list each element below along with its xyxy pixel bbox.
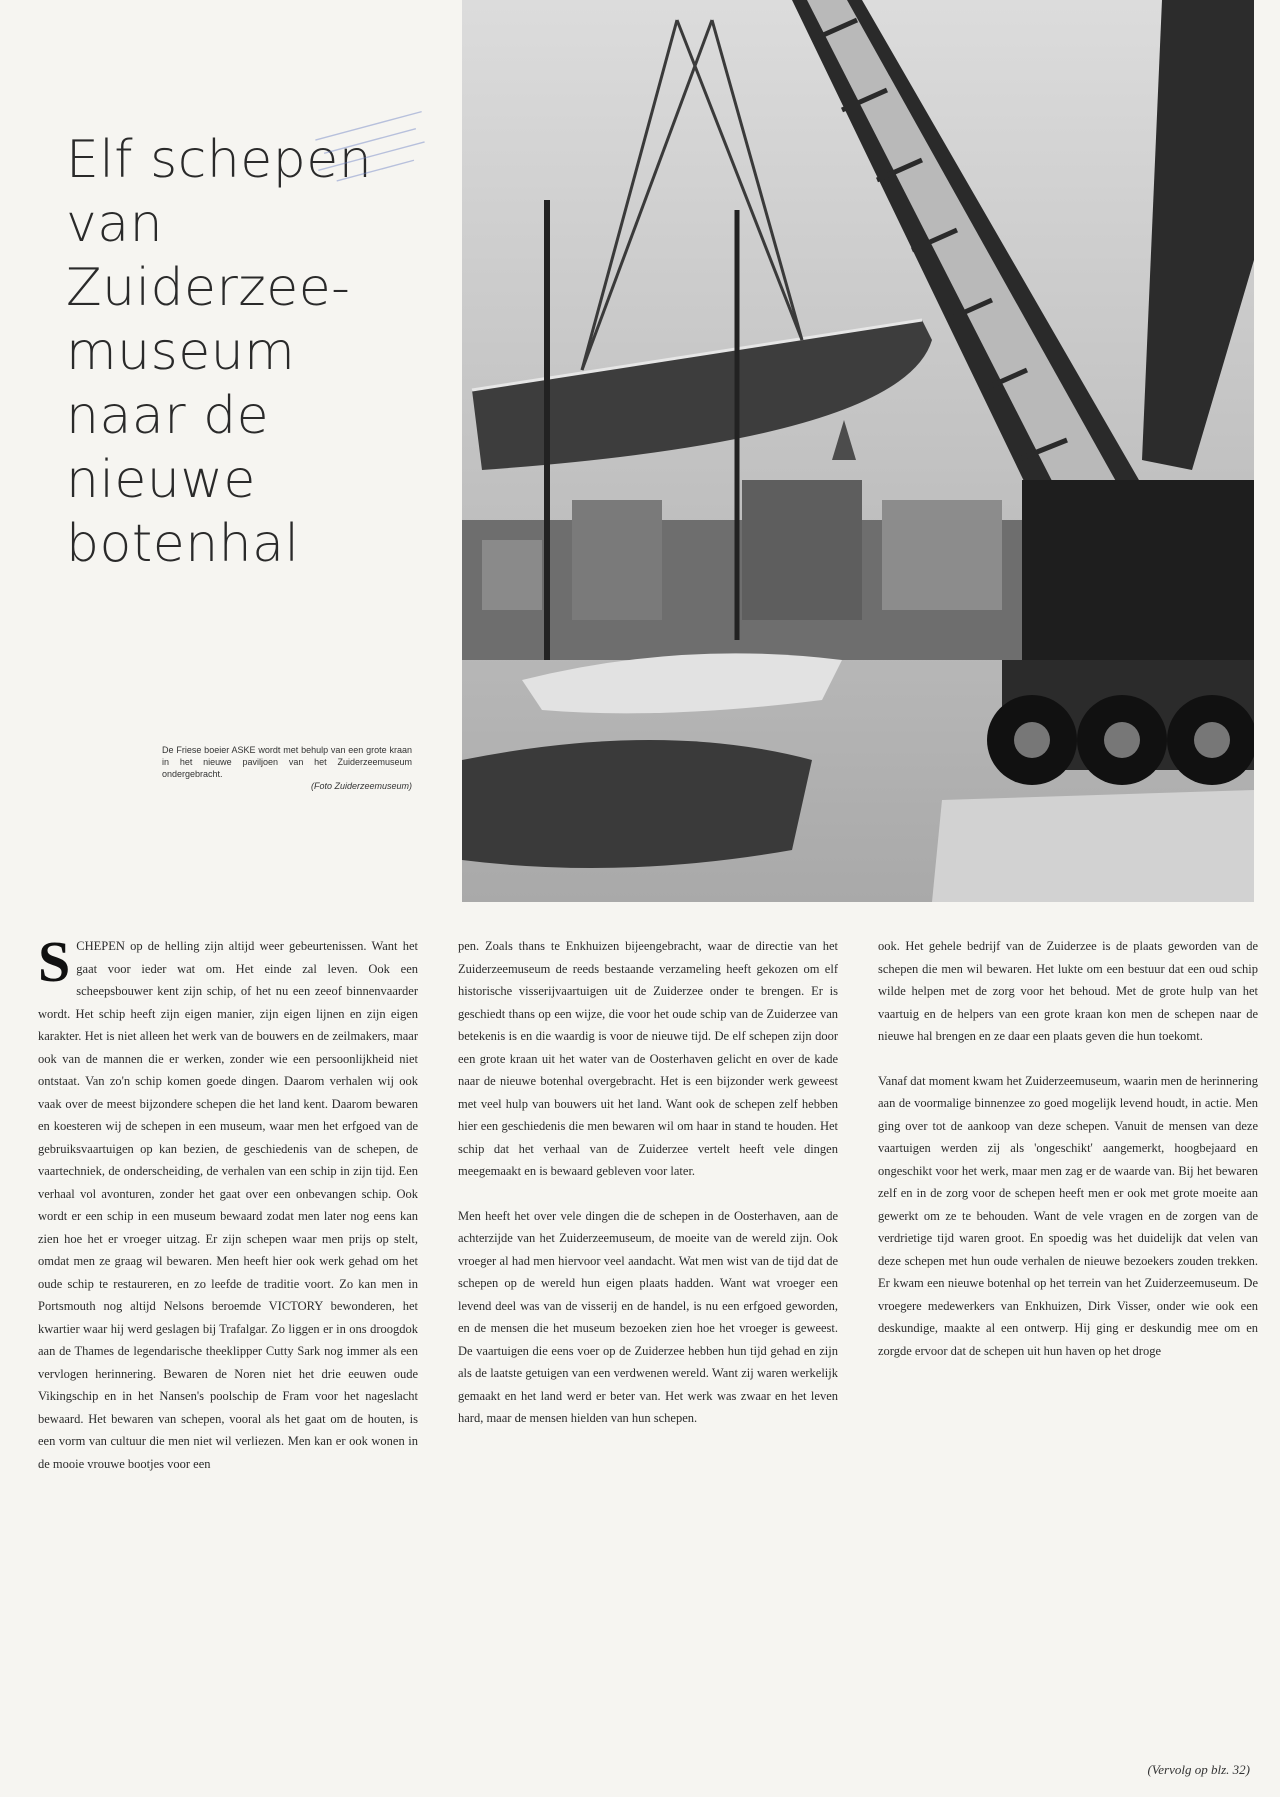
body-column-3 [878,935,1258,1735]
headline-line: botenhal [66,514,300,574]
headline-line: van [66,194,164,254]
paragraph: Men heeft het over vele dingen die de schepen in de Oosterhaven, aan de achterzijde van het Zuiderzeemuseum, de moeite van de wereld zijn. Ook vroeger al had men hiervoor veel aandacht. Wat men wist van de tijd dat de schepen op de wereld hun eigen plaats hadden. Want wat vroeger een levend deel was van de visserij en de handel, is nu een erfgoed geworden, en de mensen die het museum bezoeken zien hoe het vroeger is geweest. De vaartuigen die eens voer op de Zuiderzee hebben hun tijd gehad en zijn als de laatste getuigen van een verdwenen wereld. Want zij waren werkelijk gemaakt en het land werd er beter van. Het werk was zwaar en het leven hard, maar de mensen hielden van hun schepen. [458,1208,838,1425]
headline-line: Zuiderzee- [66,258,351,318]
drop-cap: S [38,935,71,994]
paragraph: Vanaf dat moment kwam het Zuiderzeemuseum, waarin men de herinnering aan de voormalige binnenzee zo goed mogelijk levend houdt, in actie. Men ging over tot de aankoop van deze schepen. Vanuit de mensen van deze vaartuigen werden zij als 'ongeschikt' aangemerkt, hoogbejaard en ongeschikt voor het werk, maar men zag er de waarde van. Bij het bewaren zelf en in de zorg voor de schepen heeft men er ook met grote moeite aan gewerkt om ze te behouden. Want de vele vragen en de zorgen van de verdrietige tijd waren groot. En spoedig was het duidelijk dat velen van deze schepen met hun oude verhalen de nieuwe bezoekers zouden trekken. Er kwam een nieuwe botenhal op het terrein van het Zuiderzeemuseum. De vroegere medewerkers van Enkhuizen, Dirk Visser, onder wie ook een deskundige, maakte al een ontwerp. Hij ging er deskundig mee om en zorgde ervoor dat de schepen uit hun haven op het droge [878,1073,1258,1358]
headline-line: nieuwe [66,450,256,510]
photo-illustration [462,0,1254,902]
paragraph: pen. Zoals thans te Enkhuizen bijeengebracht, waar de directie van het Zuiderzeemuseum de reeds bestaande verzameling heeft gekozen om elf historische visserijvaartuigen uit de Zuiderzee onder te brengen. Er is geschiedt thans op een wijze, die voor het oude schip van de Zuiderzee van betekenis is en die waardig is voor de nieuwe tijd. De elf schepen zijn door een grote kraan uit het water van de Oosterhaven gelicht en over de kade naar de nieuwe botenhal overgebracht. Het is een bijzonder werk geweest met veel hulp van bouwers uit het land. Want ook de schepen zelf hebben hier een geschiedenis die men bewaren wil om haar in stand te houden. Het schip dat het verhaal van de Zuiderzee vertelt heeft vele dingen meegemaakt en is bewaard gebleven voor later. [458,939,838,1178]
caption-text: De Friese boeier ASKE wordt met behulp van een grote kraan in het nieuwe paviljoen van het Zuiderzeemuseum ondergebracht. [162,745,412,779]
body-column-2 [458,935,838,1735]
photo-credit: (Foto Zuiderzeemuseum) [310,781,412,791]
continued-note: (Vervolg op blz. 32) [1147,1762,1250,1777]
paragraph-text: CHEPEN op de helling zijn altijd weer gebeurtenissen. Want het gaat voor ieder wat om. Het einde zal leven. Ook een scheepsbouwer kent zijn schip, of het nu een zeeof binnenvaarder wordt. Het schip heeft zijn eigen manier, zijn eigen lijnen en zijn eigen karakter. Het is niet alleen het werk van de bouwers en de zeilmakers, maar ook van de mannen die er werken, zonder wie een persoonlijkheid niet ontstaat. Van zo'n schip komen goede dingen. Daarom verhalen wij ook vaak over de meest bijzondere schepen die het land kent. Daarom bewaren en koesteren wij de schepen in een museum, waar men het erfgoed van de gebruiksvaartuigen op kan bezien, de geschiedenis van de schepen, de vaartechniek, de onderscheiding, de verhalen van een schip in zijn tijd. Een verhaal vol avonturen, zonder het gaat over een onbevangen schip. Ook wordt er een schip in een museum bewaard zodat men later nog eens kan zien hoe het er vroeger uitzag. Er zijn schepen waar men prijs op stelt, omdat men ze graag wil bewaren. Men heeft hier ook werk gehad om het oude schip te restaureren, en zo leefde de traditie voort. Zo kan men in Portsmouth nog altijd Nelsons beroemde VICTORY bewonderen, het kwartier waar hij werd geslagen bij Trafalgar. Zo liggen er in ons droogdok aan de Thames de legendarische theeklipper Cutty Sark nog immer als een vervlogen herinnering. Bewaren de Noren niet het drie eeuwen oude Vikingschip en in het Nansen's poolschip de Fram voor het nageslacht bewaard. Het bewaren van schepen, vooral als het gaat om de houten, is een vorm van cultuur die men niet wil verliezen. Men kan er ook wonen in de mooie vrouwe bootjes voor een [38,939,418,1471]
headline-line: Elf schepen [66,130,373,190]
paragraph: ook. Het gehele bedrijf van de Zuiderzee is de plaats geworden van de schepen die men wil bewaren. Het lukte om een bestuur dat een oud schip wilde helpen met de zorg voor het behoud. Met de grote hulp van het vaartuig en de helpers van een grote kraan kon men de schepen naar de nieuwe hal brengen en ze daar een plaats geven die hun toekomt. [878,939,1258,1043]
crane-lifting-boat-photo [462,0,1254,902]
body-column-1 [38,935,418,1735]
headline-line: naar de [66,386,270,446]
photo-caption [162,744,412,792]
headline-line: museum [66,322,296,382]
article-body [38,935,1258,1735]
paragraph [38,935,418,1475]
library-stamp-icon [300,100,450,200]
